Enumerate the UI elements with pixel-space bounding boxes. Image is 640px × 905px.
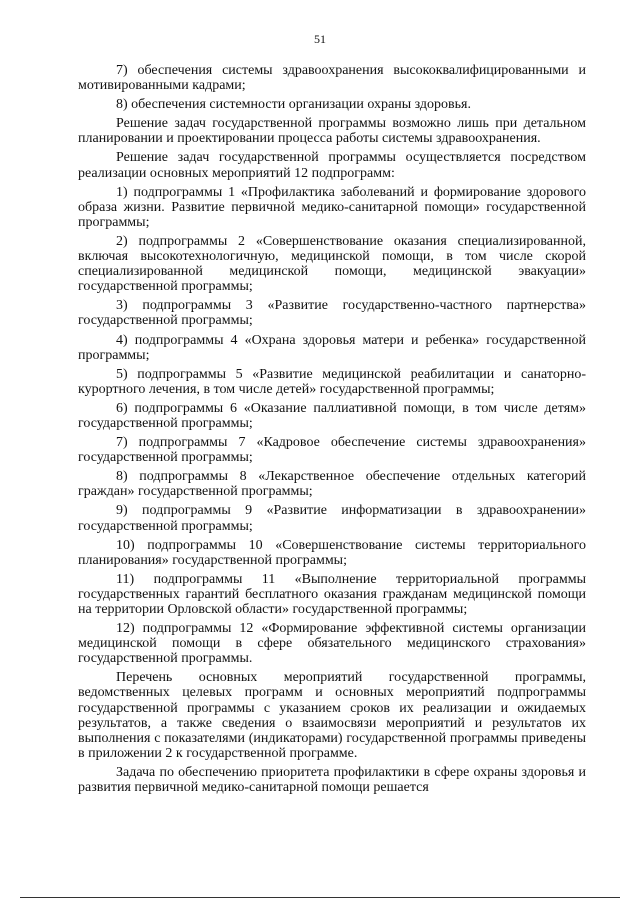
paragraph: Перечень основных мероприятий государственной программы, ведомственных целевых программ и основных мероприятий подпрограммы государственной программы с указанием сроков их реализации и ожидаемых результатов, а также сведения о взаимосвязи мероприятий и результатов их выполнения с показателями (индикаторами) государственной программы приведены в приложении 2 к государственной программе. xyxy=(78,670,586,761)
paragraph: Решение задач государственной программы возможно лишь при детальном планировании и проектировании процесса работы системы здравоохранения. xyxy=(78,116,586,147)
list-item: 4) подпрограммы 4 «Охрана здоровья матери и ребенка» государственной программы; xyxy=(78,332,586,363)
list-item: 2) подпрограммы 2 «Совершенствование оказания специализированной, включая высокотехнологичную, медицинской помощи, в том числе скорой специализированной медицинской помощи, медицинской эвакуации» государственной программы; xyxy=(78,233,586,295)
list-item: 11) подпрограммы 11 «Выполнение территориальной программы государственных гарантий бесплатного оказания гражданам медицинской помощи на территории Орловской области» государственной программы; xyxy=(78,571,586,617)
list-item: 8) подпрограммы 8 «Лекарственное обеспечение отдельных категорий граждан» государственной программы; xyxy=(78,469,586,500)
list-item: 1) подпрограммы 1 «Профилактика заболеваний и формирование здорового образа жизни. Развитие первичной медико-санитарной помощи» государственной программы; xyxy=(78,184,586,230)
list-item: 3) подпрограммы 3 «Развитие государственно-частного партнерства» государственной программы; xyxy=(78,298,586,329)
page-number: 51 xyxy=(314,32,326,46)
paragraph: Решение задач государственной программы осуществляется посредством реализации основных мероприятий 12 подпрограмм: xyxy=(78,150,586,181)
list-item: 9) подпрограммы 9 «Развитие информатизации в здравоохранении» государственной программы; xyxy=(78,503,586,534)
document-body xyxy=(78,63,586,799)
list-item: 6) подпрограммы 6 «Оказание паллиативной помощи, в том числе детям» государственной программы; xyxy=(78,400,586,431)
bottom-rule xyxy=(20,897,620,898)
list-item: 12) подпрограммы 12 «Формирование эффективной системы организации медицинской помощи в сфере обязательного медицинского страхования» государственной программы. xyxy=(78,621,586,667)
paragraph: Задача по обеспечению приоритета профилактики в сфере охраны здоровья и развития первичной медико-санитарной помощи решается xyxy=(78,764,586,796)
paragraph: 7) обеспечения системы здравоохранения высококвалифицированными и мотивированными кадрами; xyxy=(78,63,586,94)
list-item: 5) подпрограммы 5 «Развитие медицинской реабилитации и санаторно-курортного лечения, в том числе детей» государственной программы; xyxy=(78,366,586,397)
list-item: 10) подпрограммы 10 «Совершенствование системы территориального планирования» государственной программы; xyxy=(78,537,586,568)
paragraph: 8) обеспечения системности организации охраны здоровья. xyxy=(116,97,471,113)
list-item: 7) подпрограммы 7 «Кадровое обеспечение системы здравоохранения» государственной программы; xyxy=(78,435,586,466)
